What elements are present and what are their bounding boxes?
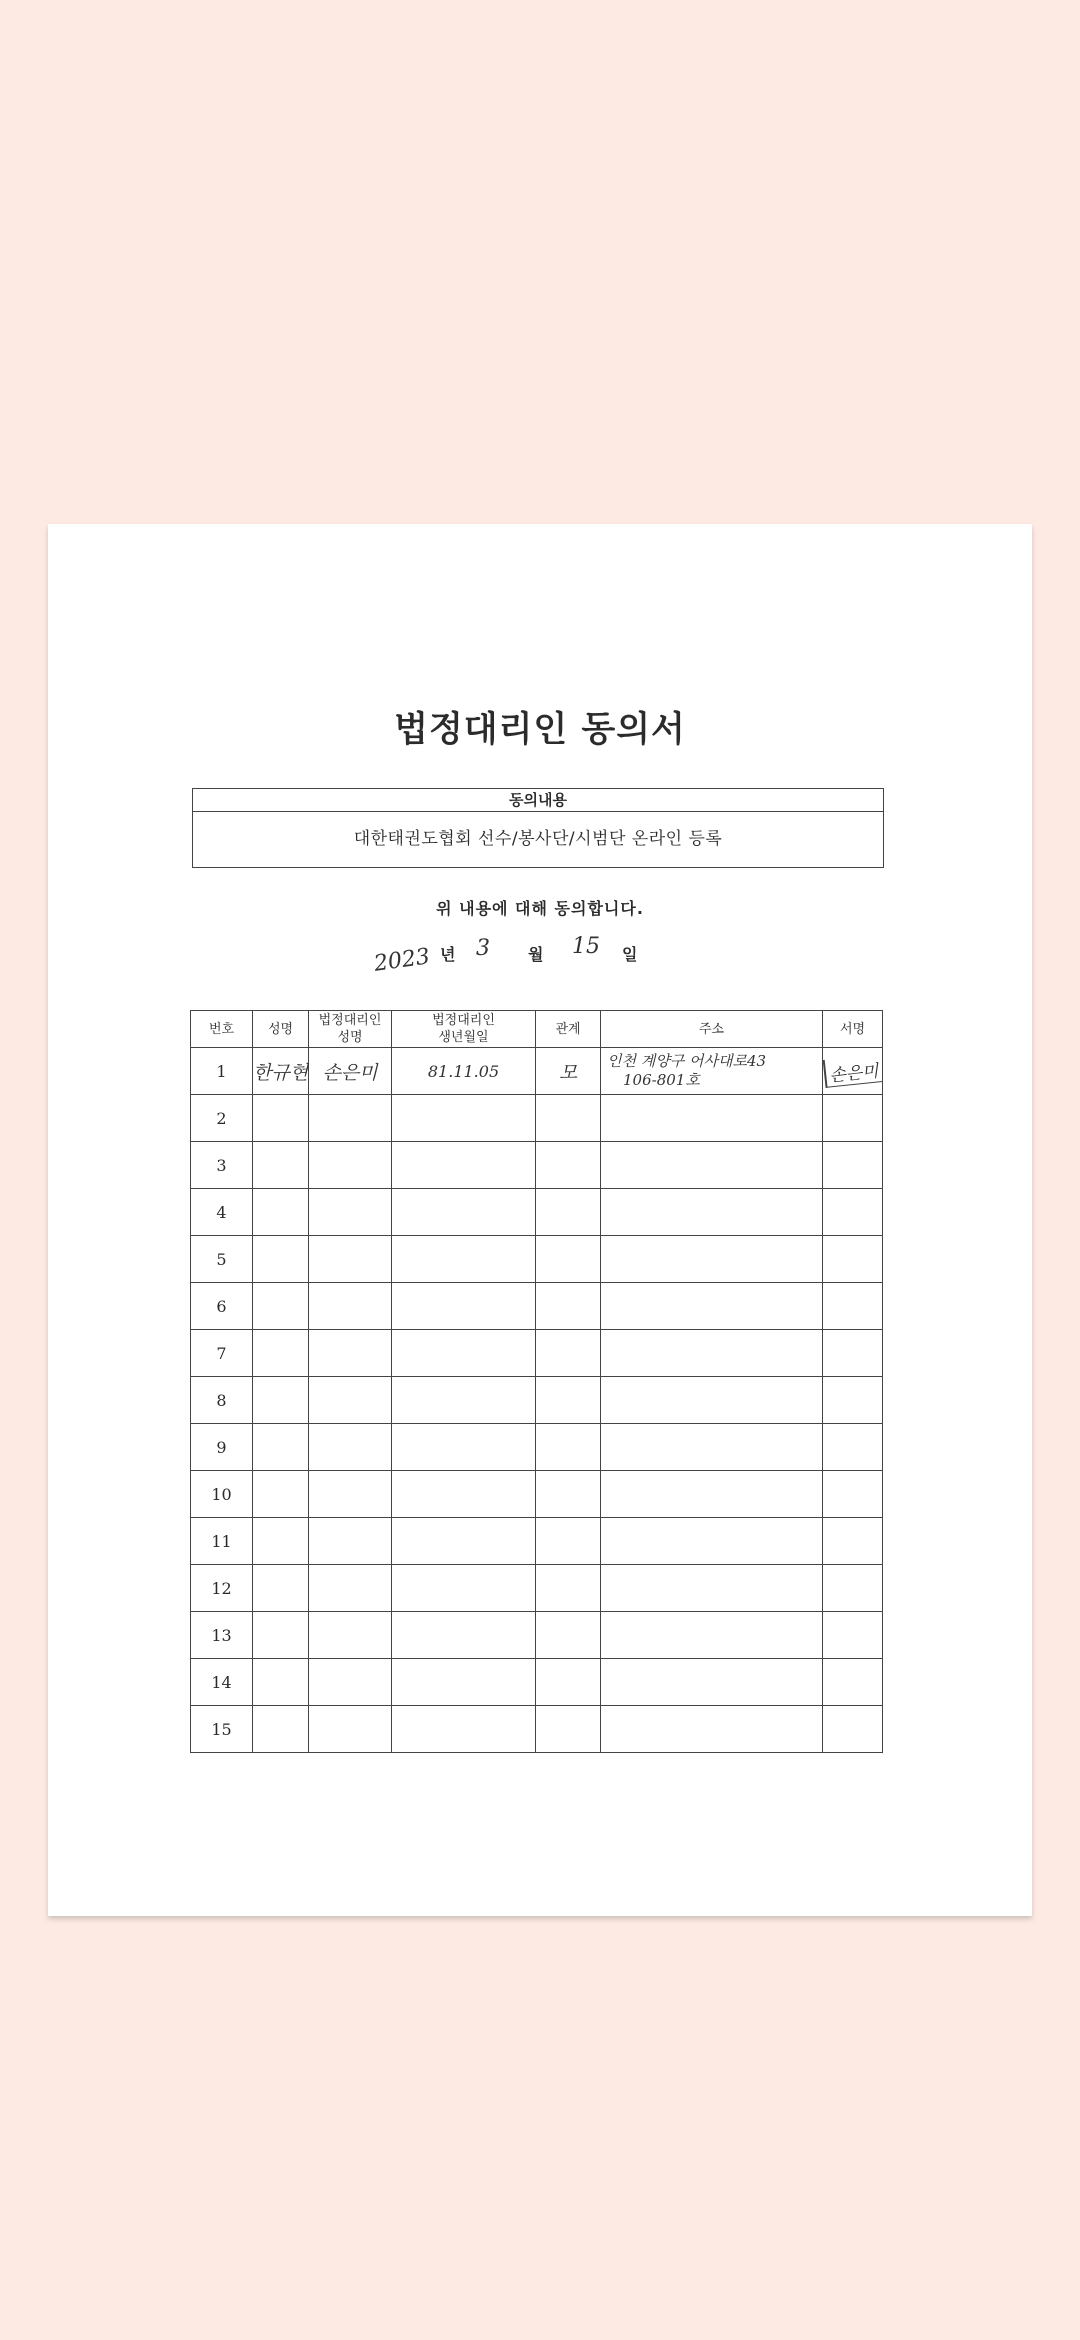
- date-day: 15: [572, 934, 600, 959]
- empty-cell: [392, 1330, 536, 1377]
- row-number: 1: [191, 1048, 253, 1095]
- header-address: 주소: [601, 1011, 823, 1048]
- empty-cell: [823, 1565, 883, 1612]
- consent-box: [192, 788, 884, 868]
- row-number: 7: [191, 1330, 253, 1377]
- empty-cell: [601, 1706, 823, 1753]
- row-number: 10: [191, 1471, 253, 1518]
- empty-cell: [601, 1565, 823, 1612]
- empty-cell: [309, 1424, 392, 1471]
- empty-cell: [253, 1377, 309, 1424]
- empty-cell: [601, 1095, 823, 1142]
- empty-cell: [392, 1612, 536, 1659]
- empty-cell: [536, 1189, 601, 1236]
- empty-cell: [309, 1330, 392, 1377]
- empty-cell: [392, 1471, 536, 1518]
- row-number: 14: [191, 1659, 253, 1706]
- table-row: [191, 1189, 883, 1236]
- cell-relation: [536, 1048, 601, 1095]
- empty-cell: [253, 1706, 309, 1753]
- row-number: 4: [191, 1189, 253, 1236]
- empty-cell: [601, 1236, 823, 1283]
- empty-cell: [309, 1095, 392, 1142]
- empty-cell: [253, 1189, 309, 1236]
- empty-cell: [536, 1236, 601, 1283]
- empty-cell: [823, 1706, 883, 1753]
- empty-cell: [309, 1706, 392, 1753]
- empty-cell: [823, 1518, 883, 1565]
- row-number: 12: [191, 1565, 253, 1612]
- row-number: 9: [191, 1424, 253, 1471]
- empty-cell: [253, 1424, 309, 1471]
- row-number: 11: [191, 1518, 253, 1565]
- cell-guardian-birth: [392, 1048, 536, 1095]
- handwritten-guardian-name: 손은미: [322, 1061, 378, 1084]
- date-day-unit: 일: [622, 945, 638, 964]
- empty-cell: [309, 1377, 392, 1424]
- empty-cell: [253, 1471, 309, 1518]
- empty-cell: [823, 1330, 883, 1377]
- table-row: [191, 1471, 883, 1518]
- empty-cell: [309, 1612, 392, 1659]
- table-row: [191, 1236, 883, 1283]
- cell-name: [253, 1048, 309, 1095]
- empty-cell: [823, 1189, 883, 1236]
- empty-cell: [536, 1330, 601, 1377]
- empty-cell: [253, 1565, 309, 1612]
- empty-cell: [536, 1377, 601, 1424]
- table-row: [191, 1518, 883, 1565]
- empty-cell: [536, 1706, 601, 1753]
- table-row: [191, 1424, 883, 1471]
- empty-cell: [536, 1612, 601, 1659]
- empty-cell: [601, 1659, 823, 1706]
- consent-header: 동의내용: [193, 789, 883, 812]
- row-number: 2: [191, 1095, 253, 1142]
- empty-cell: [536, 1518, 601, 1565]
- row-number: 15: [191, 1706, 253, 1753]
- table-row: [191, 1706, 883, 1753]
- empty-cell: [536, 1565, 601, 1612]
- empty-cell: [536, 1095, 601, 1142]
- empty-cell: [536, 1142, 601, 1189]
- empty-cell: [823, 1471, 883, 1518]
- row-number: 13: [191, 1612, 253, 1659]
- empty-cell: [536, 1424, 601, 1471]
- empty-cell: [309, 1565, 392, 1612]
- empty-cell: [309, 1142, 392, 1189]
- date-month: 3: [476, 936, 490, 961]
- empty-cell: [823, 1424, 883, 1471]
- empty-cell: [253, 1659, 309, 1706]
- document-title: 법정대리인 동의서: [394, 710, 686, 750]
- row-number: 3: [191, 1142, 253, 1189]
- empty-cell: [823, 1283, 883, 1330]
- date-year: 2023: [372, 944, 432, 977]
- cell-signature: [823, 1048, 883, 1095]
- empty-cell: [536, 1283, 601, 1330]
- table-row: [191, 1330, 883, 1377]
- document-page: [48, 524, 1032, 1916]
- date-line: [48, 934, 1032, 978]
- table-header-row: [191, 1011, 883, 1048]
- table-row: [191, 1142, 883, 1189]
- empty-cell: [309, 1518, 392, 1565]
- empty-cell: [309, 1283, 392, 1330]
- table-row: [191, 1095, 883, 1142]
- empty-cell: [823, 1377, 883, 1424]
- empty-cell: [253, 1095, 309, 1142]
- table-row: [191, 1659, 883, 1706]
- empty-cell: [392, 1706, 536, 1753]
- empty-cell: [392, 1142, 536, 1189]
- empty-cell: [601, 1142, 823, 1189]
- empty-cell: [536, 1471, 601, 1518]
- empty-cell: [823, 1236, 883, 1283]
- empty-cell: [601, 1377, 823, 1424]
- empty-cell: [309, 1236, 392, 1283]
- header-guardian-birth: 법정대리인 생년월일: [392, 1011, 536, 1048]
- empty-cell: [392, 1095, 536, 1142]
- date-month-unit: 월: [528, 945, 544, 964]
- header-guardian-name: 법정대리인 성명: [309, 1011, 392, 1048]
- table-row: [191, 1377, 883, 1424]
- empty-cell: [253, 1283, 309, 1330]
- empty-cell: [253, 1330, 309, 1377]
- empty-cell: [601, 1330, 823, 1377]
- empty-cell: [536, 1659, 601, 1706]
- empty-cell: [253, 1236, 309, 1283]
- header-signature: 서명: [823, 1011, 883, 1048]
- empty-cell: [392, 1283, 536, 1330]
- empty-cell: [823, 1095, 883, 1142]
- cell-guardian-name: [309, 1048, 392, 1095]
- agree-statement: 위 내용에 대해 동의합니다.: [436, 899, 644, 918]
- empty-cell: [392, 1189, 536, 1236]
- empty-cell: [253, 1142, 309, 1189]
- empty-cell: [823, 1142, 883, 1189]
- row-number: 8: [191, 1377, 253, 1424]
- table-row: [191, 1048, 883, 1095]
- handwritten-address-line2: 106-801호: [623, 1071, 700, 1089]
- empty-cell: [253, 1518, 309, 1565]
- empty-cell: [601, 1471, 823, 1518]
- table-row: [191, 1283, 883, 1330]
- header-relation: 관계: [536, 1011, 601, 1048]
- empty-cell: [601, 1189, 823, 1236]
- handwritten-relation: 모: [558, 1061, 578, 1084]
- empty-cell: [309, 1659, 392, 1706]
- empty-cell: [601, 1612, 823, 1659]
- handwritten-signature: 손은미: [823, 1054, 883, 1088]
- empty-cell: [309, 1189, 392, 1236]
- empty-cell: [392, 1424, 536, 1471]
- empty-cell: [601, 1283, 823, 1330]
- handwritten-address-line1: 인천 계양구 어사대로43: [607, 1052, 767, 1070]
- header-name: 성명: [253, 1011, 309, 1048]
- registration-table: [190, 1010, 883, 1753]
- consent-body: 대한태권도협회 선수/봉사단/시범단 온라인 등록: [353, 829, 723, 849]
- empty-cell: [392, 1659, 536, 1706]
- header-number: 번호: [191, 1011, 253, 1048]
- cell-address: [601, 1048, 823, 1095]
- empty-cell: [392, 1377, 536, 1424]
- empty-cell: [823, 1612, 883, 1659]
- empty-cell: [601, 1518, 823, 1565]
- table-row: [191, 1565, 883, 1612]
- row-number: 6: [191, 1283, 253, 1330]
- empty-cell: [392, 1236, 536, 1283]
- date-year-unit: 년: [440, 945, 456, 964]
- empty-cell: [392, 1518, 536, 1565]
- empty-cell: [253, 1612, 309, 1659]
- empty-cell: [823, 1659, 883, 1706]
- empty-cell: [309, 1471, 392, 1518]
- empty-cell: [392, 1565, 536, 1612]
- row-number: 5: [191, 1236, 253, 1283]
- table-row: [191, 1612, 883, 1659]
- handwritten-name: 한규현: [253, 1061, 309, 1084]
- handwritten-guardian-birth: 81.11.05: [427, 1061, 500, 1081]
- empty-cell: [601, 1424, 823, 1471]
